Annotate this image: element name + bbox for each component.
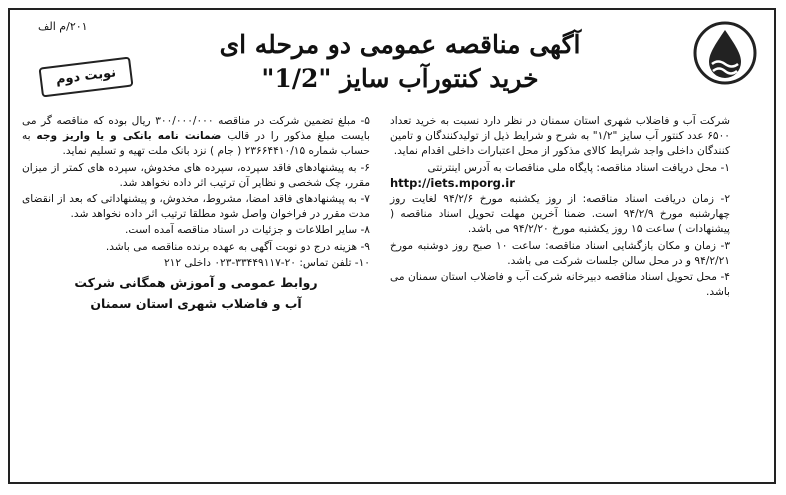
item-3: ۳- زمان و مکان بازگشایی اسناد مناقصه: ساعت ۱۰ صبح روز دوشنبه مورخ ۹۴/۲/۲۱ و در محل سالن جلسات شرکت می باشد.	[390, 239, 731, 267]
item-5-text-b: به حساب شماره ۲۳۶۶۴۴۱۰/۱۵ ( جام ) نزد بانک ملت تهیه و تسلیم نماید.	[22, 130, 370, 158]
page-title: آگهی مناقصه عمومی دو مرحله ای	[219, 30, 581, 59]
item-10: ۱۰- تلفن تماس: ۲۰-۳۳۴۴۹۱۱۷-۰۲۳ داخلی ۲۱۲	[163, 256, 370, 269]
signature-line-2: آب و فاضلاب شهری استان سمنان	[90, 296, 302, 312]
item-9: ۹- هزینه درج دو نوبت آگهی به عهده برنده مناقصه می باشد.	[105, 240, 370, 253]
item-5-text-a: ۵- مبلغ تضمین شرکت در مناقصه ۳۰۰/۰۰۰/۰۰۰ ریال بوده که مناقصه گر می بایست مبلغ مذکور را در قالب	[22, 115, 370, 143]
item-1-text: ۱- محل دریافت اسناد مناقصه: پایگاه ملی مناقصات به آدرس اینترنتی	[427, 161, 730, 174]
reference-number: ۲۰۱/م الف	[38, 20, 88, 33]
water-company-logo-icon	[692, 20, 758, 86]
item-6: ۶- به پیشنهادهای فاقد سپرده، سپرده های مخدوش، سپرده های کمتر از میزان مقرر، چک شخصی و نظایر آن ترتیب اثر داده نخواهد شد.	[22, 161, 370, 189]
intro-paragraph: شرکت آب و فاضلاب شهری استان سمنان در نظر دارد نسبت به خرید تعداد ۶۵۰۰ عدد کنتور آب سایز "۱/۲" به شرح و شرایط ذیل از تولیدکنندگان و تامین کنندگان داخلی واجد شرایط کالای مذکور از محل اعتبارات داخلی اقدام نماید.	[390, 115, 730, 158]
item-1	[390, 161, 730, 191]
page-subtitle: خرید کنتورآب سایز "1/2"	[261, 64, 539, 93]
item-8: ۸- سایر اطلاعات و جزئیات در اسناد مناقصه آمده است.	[125, 224, 370, 237]
item-4: ۴- محل تحویل اسناد مناقصه دبیرخانه شرکت آب و فاضلاب استان سمنان می باشد.	[390, 271, 730, 299]
signature-line-1: روابط عمومی و آموزش همگانی شرکت	[74, 275, 318, 291]
left-column	[22, 114, 370, 313]
tender-portal-link[interactable]: http://iets.mporg.ir	[390, 175, 515, 190]
publication-round-badge: نوبت دوم	[39, 57, 134, 98]
item-5-bold: ضمانت نامه بانکی و یا واریز وجه	[36, 130, 228, 143]
item-7: ۷- به پیشنهادهای فاقد امضا، مشروط، مخدوش، و پیشنهاداتی که بعد از انقضای مدت مقرر در فراخوان واصل شود مطلقا ترتیب اثر داده نخواهد شد.	[22, 193, 370, 221]
item-5	[22, 114, 370, 160]
right-column	[390, 114, 730, 301]
item-2: ۲- زمان دریافت اسناد مناقصه: از روز یکشنبه مورخ ۹۴/۲/۶ لغایت روز چهارشنبه مورخ ۹۴/۲/۹ است. ضمنا آخرین مهلت تحویل اسناد مناقصه ( پیشنهادات ) ساعت ۱۵ روز یکشنبه مورخ ۹۴/۲/۲۰ می باشد.	[390, 193, 731, 236]
